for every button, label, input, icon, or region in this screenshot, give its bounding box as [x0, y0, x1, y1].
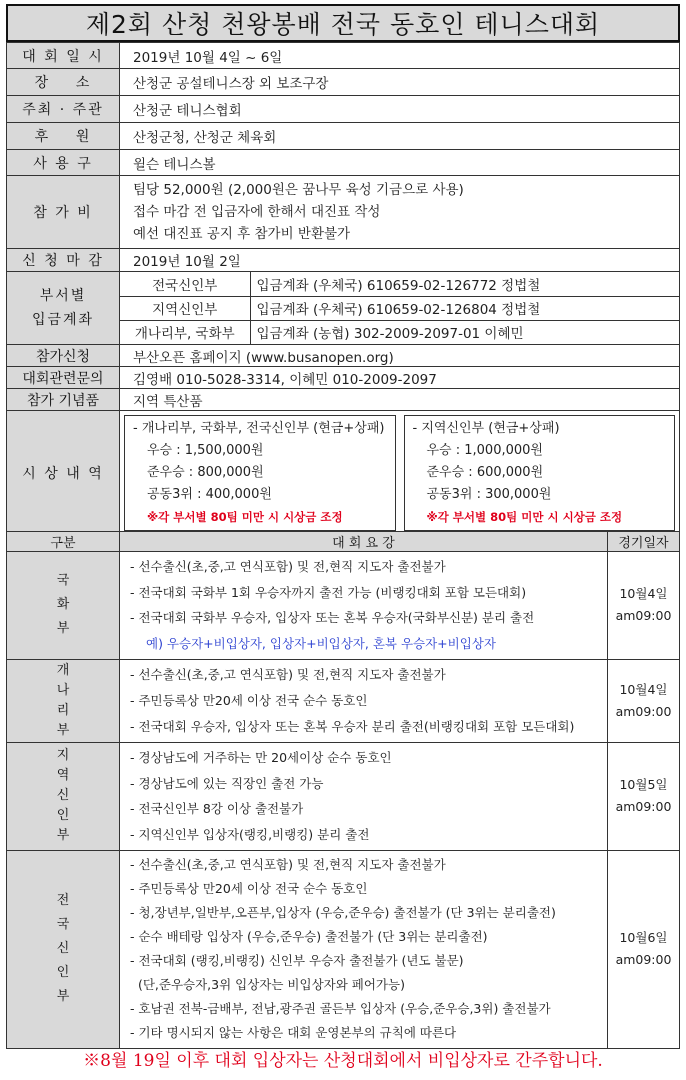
contact-value: 김영배 010-5028-3314, 이혜민 010-2009-2097 — [120, 367, 680, 389]
division-char: 전 — [56, 893, 70, 909]
table-row — [7, 742, 680, 850]
deadline-label: 신 청 마 감 — [7, 249, 120, 272]
host-label: 주최 · 주관 — [7, 96, 120, 123]
footer-notice: ※8월 19일 이후 대회 입상자는 산청대회에서 비입상자로 간주합니다. — [83, 1051, 603, 1071]
prize-line: 공동3위 : 400,000원 — [147, 487, 272, 502]
rule-list — [120, 552, 608, 660]
rule-item: (단,준우승자,3위 입상자는 비입상자와 페어가능) — [130, 977, 405, 993]
period-label: 대 회 일 시 — [7, 43, 120, 69]
match-time: am09:00 — [615, 799, 672, 815]
match-time: am09:00 — [615, 703, 672, 719]
division-char: 국 — [56, 573, 70, 589]
rule-item: - 선수출신(초,중,고 연식포함) 및 전,현직 지도자 출전불가 — [130, 559, 446, 574]
account-label-line: 부서별 — [39, 288, 87, 304]
fee-list — [120, 176, 680, 249]
rule-item: - 기타 명시되지 않는 사항은 대회 운영본부의 규칙에 따른다 — [130, 1025, 457, 1041]
header-category: 구분 — [7, 532, 120, 552]
account-label — [7, 272, 120, 345]
match-date — [608, 659, 680, 742]
apply-value: 부산오픈 홈페이지 (www.busanopen.org) — [120, 345, 680, 367]
prize-line: 우승 : 1,000,000원 — [426, 443, 543, 458]
rule-item: - 청,장년부,일반부,오픈부,입상자 (우승,준우승) 출전불가 (단 3위는 분리출전) — [130, 905, 556, 921]
prize-box-left — [124, 415, 396, 531]
fee-label: 참 가 비 — [7, 176, 120, 249]
deadline-value: 2019년 10월 2일 — [120, 249, 680, 272]
division-name — [7, 742, 120, 850]
division-char: 지 — [56, 748, 70, 764]
gift-value: 지역 특산품 — [120, 389, 680, 411]
info-table — [6, 42, 680, 536]
account-number: 입금계좌 (농협) 302-2009-2097-01 이혜민 — [256, 326, 524, 343]
venue-value: 산청군 공설테니스장 외 보조구장 — [120, 69, 680, 96]
prize-box-right — [404, 415, 676, 531]
rule-item: - 선수출신(초,중,고 연식포함) 및 전,현직 지도자 출전불가 — [130, 857, 446, 873]
rule-item: - 주민등록상 만20세 이상 전국 순수 동호인 — [130, 692, 368, 708]
rule-item: - 순수 배테랑 입상자 (우승,준우승) 출전불가 (단 3위는 분리출전) — [130, 929, 488, 945]
account-number: 입금계좌 (우체국) 610659-02-126772 정법철 — [250, 272, 679, 296]
fee-line: 팀당 52,000원 (2,000원은 꿈나무 육성 기금으로 사용) — [133, 182, 464, 198]
account-division: 지역신인부 — [120, 296, 250, 320]
ball-label: 사 용 구 — [7, 150, 120, 176]
division-name — [7, 850, 120, 1048]
rule-item: - 전국대회 국화부 우승자, 입상자 또는 혼복 우승자(국화부신분) 분리 출전 — [130, 610, 535, 626]
account-label-line: 입금계좌 — [31, 312, 95, 328]
rule-item: - 전국신인부 8강 이상 출전불가 — [130, 801, 304, 817]
host-value: 산청군 테니스협회 — [120, 96, 680, 123]
match-date — [608, 850, 680, 1048]
gift-label: 참가 기념품 — [7, 389, 120, 411]
fee-line: 접수 마감 전 입금자에 한해서 대진표 작성 — [133, 204, 381, 220]
rule-example: 예) 우승자+비입상자, 입상자+비입상자, 혼복 우승자+비입상자 — [146, 636, 496, 652]
prize-note: ※각 부서별 80팀 미만 시 시상금 조정 — [426, 510, 623, 524]
prize-label: 시 상 내 역 — [7, 411, 120, 536]
account-number: 입금계좌 (우체국) 610659-02-126804 정법철 — [250, 296, 679, 320]
division-name — [7, 552, 120, 660]
division-char: 나 — [56, 682, 70, 698]
division-name — [7, 659, 120, 742]
division-char: 신 — [56, 941, 70, 957]
table-row — [7, 552, 680, 660]
division-char: 인 — [56, 808, 70, 824]
division-char: 부 — [56, 989, 70, 1005]
match-time: am09:00 — [615, 952, 672, 968]
match-day: 10월4일 — [619, 586, 668, 602]
rule-item: - 경상남도에 거주하는 만 20세이상 순수 동호인 — [130, 749, 392, 765]
division-char: 부 — [56, 621, 70, 637]
division-char: 화 — [56, 597, 70, 613]
rule-list — [120, 659, 608, 742]
account-division: 개나리부, 국화부 — [120, 320, 250, 344]
prize-cell — [120, 411, 680, 536]
division-char: 국 — [56, 917, 70, 933]
prize-note: ※각 부서별 80팀 미만 시 시상금 조정 — [147, 510, 343, 524]
page-title: 제2회 산청 천왕봉배 전국 동호인 테니스대회 — [6, 4, 680, 42]
rule-item: - 경상남도에 있는 직장인 출전 가능 — [130, 775, 324, 791]
header-rules: 대 회 요 강 — [120, 532, 608, 552]
match-time: am09:00 — [615, 608, 672, 624]
rule-item: - 지역신인부 입상자(랭킹,비랭킹) 분리 출전 — [130, 827, 370, 843]
prize-line: 준우승 : 600,000원 — [426, 465, 544, 480]
division-char: 인 — [56, 965, 70, 981]
prize-line: 준우승 : 800,000원 — [147, 465, 264, 480]
rule-item: - 주민등록상 만20세 이상 전국 순수 동호인 — [130, 881, 368, 897]
rule-item: - 전국대회 우승자, 입상자 또는 혼복 우승자 분리 출전(비랭킹대회 포함 모든대회) — [130, 718, 575, 734]
division-char: 신 — [56, 788, 70, 804]
contact-label: 대회관련문의 — [7, 367, 120, 389]
division-char: 역 — [56, 768, 70, 784]
table-row — [7, 659, 680, 742]
rule-item: - 호남권 전북-금배부, 전남,광주권 골든부 입상자 (우승,준우승,3위) 출전불가 — [130, 1001, 551, 1017]
match-day: 10월5일 — [619, 777, 668, 793]
prize-head: - 지역신인부 (현금+상패) — [412, 421, 560, 436]
rule-list — [120, 742, 608, 850]
division-char: 부 — [56, 722, 70, 738]
account-cell — [120, 272, 680, 345]
match-day: 10월4일 — [619, 681, 668, 697]
prize-line: 우승 : 1,500,000원 — [147, 443, 264, 458]
rule-item: - 선수출신(초,중,고 연식포함) 및 전,현직 지도자 출전불가 — [130, 667, 446, 683]
fee-line: 예선 대진표 공지 후 참가비 반환불가 — [133, 226, 351, 242]
header-date: 경기일자 — [608, 532, 680, 552]
prize-line: 공동3위 : 300,000원 — [426, 487, 552, 502]
rule-list — [120, 850, 608, 1048]
division-char: 개 — [56, 662, 70, 678]
sponsor-label: 후 원 — [7, 123, 120, 150]
rule-item: - 전국대회 국화부 1회 우승자까지 출전 가능 (비랭킹대회 포함 모든대회) — [130, 584, 527, 600]
account-division: 전국신인부 — [120, 272, 250, 296]
division-char: 리 — [56, 702, 70, 718]
table-row — [7, 850, 680, 1048]
ball-value: 윌슨 테니스볼 — [120, 150, 680, 176]
rule-item: - 전국대회 (랭킹,비랭킹) 신인부 우승자 출전불가 (년도 불문) — [130, 953, 464, 969]
sponsor-value: 산청군청, 산청군 체육회 — [120, 123, 680, 150]
rules-table — [6, 531, 680, 1049]
apply-label: 참가신청 — [7, 345, 120, 367]
division-char: 부 — [56, 828, 70, 844]
account-table — [120, 272, 679, 344]
match-day: 10월6일 — [619, 930, 668, 946]
venue-label: 장 소 — [7, 69, 120, 96]
match-date — [608, 742, 680, 850]
prize-head: - 개나리부, 국화부, 전국신인부 (현금+상패) — [133, 421, 385, 436]
period-value: 2019년 10월 4일 ~ 6일 — [120, 43, 680, 69]
match-date — [608, 552, 680, 660]
